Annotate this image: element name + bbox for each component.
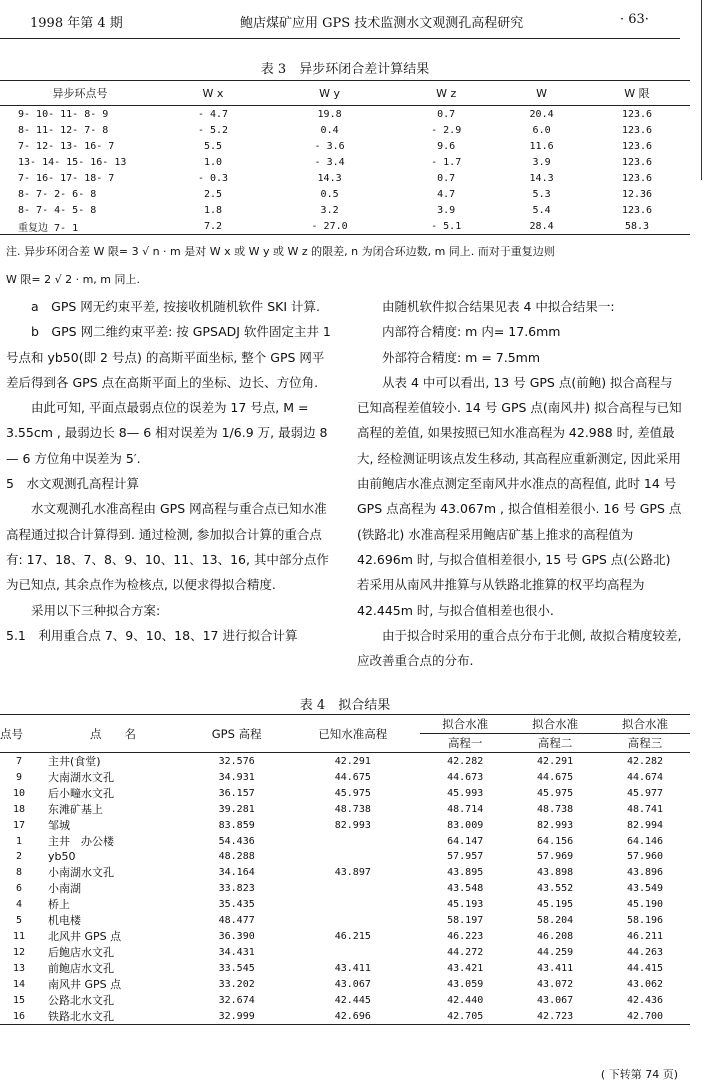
table4-cell: 64.147 [447, 835, 484, 847]
table4-row [0, 849, 690, 864]
page-number: · 63· [620, 12, 649, 27]
table4-cell: 33.545 [218, 962, 255, 974]
table4-col-header: GPS 高程 [188, 715, 285, 753]
table4-row [0, 960, 690, 976]
table4-col-header: 拟合水准 [442, 717, 489, 731]
table4-cell: 44.673 [447, 771, 484, 783]
table4-cell: 58.196 [626, 914, 664, 926]
table3-row [0, 218, 690, 235]
table4-cell: 主井(食堂) [48, 755, 101, 768]
table3-body [0, 106, 690, 235]
table3-row [0, 202, 690, 218]
table3-header-row [0, 81, 690, 106]
table4-cell: 82.993 [537, 819, 574, 831]
table4 [0, 714, 690, 1025]
table4-cell: 48.288 [218, 851, 255, 863]
table4-cell: 铁路北水文孔 [48, 1010, 114, 1024]
table4-cell: 44.415 [626, 962, 664, 974]
inner-precision: 内部符合精度: m 内= 17.6mm [382, 324, 561, 340]
table4-cell: 43.895 [447, 866, 484, 878]
table4-cell: 36.157 [218, 787, 255, 799]
table4-row [0, 928, 690, 944]
table4-cell: 主井 办公楼 [48, 835, 114, 848]
table4-cell: 42.445 [334, 994, 371, 1006]
table3-cell: 58.3 [624, 220, 650, 232]
table4-cell: 小南湖 [48, 882, 81, 896]
table4-cell: 48.738 [537, 803, 574, 815]
table3-row [0, 122, 690, 138]
table4-cell: 43.067 [334, 978, 371, 990]
table3-cell: - 27.0 [311, 220, 348, 232]
table4-cell: 35.435 [218, 898, 255, 910]
table3-cell: 3.9 [532, 156, 551, 168]
table4-cell: 15 [12, 994, 26, 1006]
table4-row [0, 912, 690, 928]
table4-cell: 45.993 [447, 787, 484, 799]
table4-cell: 33.202 [218, 978, 255, 990]
table4-cell: 57.969 [537, 851, 574, 863]
table3-row [0, 106, 690, 123]
table4-cell: 58.204 [537, 914, 574, 926]
table3-cell: 5.3 [532, 188, 551, 200]
table3-cell: 2.5 [203, 188, 223, 200]
table4-col-header: 高程二 [510, 734, 600, 753]
table4-cell: 32.576 [218, 755, 255, 767]
table4-cell [285, 849, 420, 864]
table3-cell: 1.0 [203, 156, 223, 168]
table4-row [0, 880, 690, 896]
page-edge-mark [701, 0, 718, 180]
table4-col-header: 已知水准高程 [285, 715, 420, 753]
table4-cell: 4 [15, 898, 23, 910]
left-column [6, 294, 331, 648]
table4-col-header: 拟合水准 [532, 717, 579, 731]
table3-row [0, 154, 690, 170]
table4-cell: 39.281 [218, 803, 255, 815]
table4-cell: 32.674 [218, 994, 255, 1006]
table4-cell: yb50 [48, 850, 76, 864]
table4-row [0, 864, 690, 880]
table4-body [0, 753, 690, 1025]
table3-cell: 6.0 [532, 124, 551, 136]
table4-cell: 82.993 [334, 819, 371, 831]
table3-row [0, 170, 690, 186]
table4-cell: 44.674 [626, 771, 664, 783]
table3-cell: - 2.9 [431, 124, 462, 136]
table4-row [0, 976, 690, 992]
table4-cell: 10 [12, 787, 26, 799]
table3-col-header: 异步环点号 [52, 87, 108, 100]
table4-cell: 83.859 [218, 819, 255, 831]
table4-cell: 82.994 [626, 819, 664, 831]
table4-cell: 43.897 [334, 866, 371, 878]
table4-cell: 34.931 [218, 771, 255, 783]
table3-cell: 7.2 [203, 220, 223, 232]
table4-cell: 45.190 [626, 898, 664, 910]
table3-cell: 19.8 [317, 108, 342, 120]
table3-cell: 123.6 [621, 108, 653, 120]
table3-cell: 123.6 [621, 140, 653, 152]
table3-cell: 8- 7- 4- 5- 8 [18, 204, 97, 216]
table4-cell: 48.714 [447, 803, 484, 815]
paragraph: b GPS 网二维约束平差: 按 GPSADJ 软件固定主井 1 号点和 yb50(即 2 号点) 的高斯平面坐标, 整个 GPS 网平差后得到各 GPS 点在高斯平面上的坐标、边长、方位角. [6, 324, 331, 390]
table4-cell: 45.193 [447, 898, 484, 910]
table3-cell: 5.5 [203, 140, 223, 152]
table4-cell: 11 [12, 930, 26, 942]
table4-cell: 43.062 [626, 978, 664, 990]
table4-cell [285, 833, 420, 849]
table4-cell: 42.291 [537, 755, 574, 767]
table4-row [0, 753, 690, 770]
table3-col-header: W [536, 86, 548, 100]
table3-cell: 4.7 [437, 188, 456, 200]
table3-cell: 0.5 [320, 188, 339, 200]
table4-cell: 46.211 [626, 930, 664, 942]
continued-note: ( 下转第 74 页) [600, 1068, 678, 1081]
table3-cell: 123.6 [621, 204, 653, 216]
table3-col-header: W z [436, 86, 457, 100]
table4-cell: 43.549 [626, 882, 664, 894]
table4-cell: 34.164 [218, 866, 255, 878]
table3-cell: - 1.7 [431, 156, 462, 168]
table4-row [0, 833, 690, 849]
table3-row [0, 138, 690, 154]
table4-cell: 桥上 [48, 898, 70, 912]
table3-row [0, 186, 690, 202]
table4-cell: 42.291 [334, 755, 371, 767]
table4-cell: 57.960 [626, 851, 664, 863]
table4-cell: 33.823 [218, 882, 255, 894]
table4-cell: 44.272 [447, 946, 484, 958]
table4-cell: 42.696 [334, 1010, 371, 1022]
table4-cell: 54.436 [218, 835, 255, 847]
table4-cell: 43.548 [447, 882, 484, 894]
table4-cell: 12 [12, 946, 26, 958]
header-rule [0, 38, 680, 39]
table4-cell: 机电楼 [48, 914, 81, 928]
table4-col-header: 高程一 [420, 734, 510, 753]
table3-cell: 14.3 [529, 172, 554, 184]
table4-cell: 34.431 [218, 946, 255, 958]
table4-cell: 43.072 [537, 978, 574, 990]
table4-cell: 2 [15, 851, 23, 863]
table4-cell: 43.411 [334, 962, 371, 974]
table4-cell [285, 912, 420, 928]
table4-cell: 46.208 [537, 930, 574, 942]
table3-cell: - 3.6 [314, 140, 345, 152]
running-header-left: 1998 年第 4 期 [30, 16, 123, 31]
table3-cell: - 3.4 [314, 156, 345, 168]
table4-cell: 58.197 [447, 914, 484, 926]
table4-cell: 18 [12, 803, 26, 815]
table3-cell: 123.6 [621, 156, 653, 168]
table4-cell [285, 944, 420, 960]
table4-cell: 1 [15, 835, 23, 847]
outer-precision: 外部符合精度: m = 7.5mm [382, 349, 541, 365]
table4-cell: 43.411 [537, 962, 574, 974]
table4-row [0, 992, 690, 1008]
paragraph: 由于拟合时采用的重合点分布于北侧, 故拟合精度较差, 应改善重合点的分布. [357, 627, 682, 669]
table3-cell: 7- 12- 13- 16- 7 [18, 140, 115, 152]
paragraph: 由此可知, 平面点最弱点位的误差为 17 号点, M = 3.55cm , 最弱边长 8— 6 相对误差为 1/6.9 万, 最弱边 8— 6 方位角中误差为 5′. [6, 400, 328, 466]
table3-cell: - 0.3 [197, 172, 229, 184]
table4-col-header: 拟合水准 [622, 717, 669, 731]
paragraph: a GPS 网无约束平差, 按接收机随机软件 SKI 计算. [31, 299, 320, 314]
table4-cell: 小南湖水文孔 [48, 866, 114, 880]
table4-col-header: 点 名 [38, 715, 188, 753]
table3-cell: 123.6 [621, 124, 653, 136]
table4-cell: 17 [12, 819, 26, 831]
table4-cell: 44.263 [626, 946, 664, 958]
table4-cell: 32.999 [218, 1010, 255, 1022]
table4-cell: 43.067 [537, 994, 574, 1006]
table3-col-header: W x [202, 86, 224, 100]
table4-cell: 邹城 [48, 819, 70, 832]
table3-col-header: W 限 [624, 87, 650, 100]
table3-note-line2: W 限= 2 √ 2 · m, m 同上. [6, 273, 140, 286]
right-column [357, 294, 682, 673]
paragraph: 由随机软件拟合结果见表 4 中拟合结果一: [382, 299, 615, 314]
table4-cell: 5 [15, 914, 23, 926]
table4-cell: 83.009 [447, 819, 484, 831]
table3-cell: 11.6 [529, 140, 554, 152]
table4-col-header: 高程三 [600, 734, 690, 753]
table3-cell: 13- 14- 15- 16- 13 [18, 156, 127, 168]
table3-cell: - 5.2 [197, 124, 229, 136]
table4-caption: 表 4 拟合结果 [299, 698, 391, 713]
table4-cell: 后鲍店水文孔 [48, 946, 114, 960]
table4-cell: 大南湖水文孔 [48, 771, 114, 784]
table4-cell: 公路北水文孔 [48, 994, 114, 1008]
table3-cell: - 5.1 [431, 220, 462, 232]
table4-cell: 42.436 [626, 994, 664, 1006]
subsection-heading: 5.1 利用重合点 7、9、10、18、17 进行拟合计算 [6, 627, 298, 643]
table3-cell: 28.4 [529, 220, 554, 232]
table4-cell: 44.675 [537, 771, 574, 783]
table4-cell: 9 [15, 771, 23, 783]
table4-cell: 42.440 [447, 994, 484, 1006]
table4-cell [285, 896, 420, 912]
table4-cell: 43.552 [537, 882, 574, 894]
table4-row [0, 1008, 690, 1025]
table3-caption: 表 3 异步环闭合差计算结果 [260, 62, 430, 77]
table4-row [0, 944, 690, 960]
table4-cell: 42.705 [447, 1010, 484, 1022]
table3-cell: 1.8 [203, 204, 223, 216]
table3-note-line1: 注. 异步环闭合差 W 限= 3 √ n · m 是对 W x 或 W y 或 W z 的限差, n 为闭合环边数, m 同上. 而对于重复边则 [6, 245, 555, 258]
table4-row [0, 801, 690, 817]
table4-cell: 46.223 [447, 930, 484, 942]
table4-cell: 45.975 [334, 787, 371, 799]
table4-cell: 42.282 [447, 755, 484, 767]
table4-cell: 57.957 [447, 851, 484, 863]
table4-cell: 48.741 [626, 803, 664, 815]
paragraph: 从表 4 中可以看出, 13 号 GPS 点(前鲍) 拟合高程与已知高程差值较小. 14 号 GPS 点(南风井) 拟合高程与已知高程的差值, 如果按照已知水准高程为 42.988 时, 差值最大, 经检测证明该点发生移动, 其高程应重新测定, 因此采用由前鲍店水准点测定至南风井水准点的高程值, 此时 14 号 GPS 点高程为 43.067m , 拟合值相差很小. 16 号 GPS 点(铁路北) 水准高程采用鲍店矿基上推求的高程值为 42.696m 时, 与拟合值相差很小, 15 号 GPS 点(公路北) 若采用从南风井推算与从铁路北推算的权平均高程为 42.445m 时, 与拟合值相差也很小. [357, 374, 682, 618]
table4-cell: 48.738 [334, 803, 371, 815]
table4-cell: 43.896 [626, 866, 664, 878]
table4-cell: 13 [12, 962, 26, 974]
table4-cell [285, 880, 420, 896]
table3-cell: 0.7 [437, 108, 456, 120]
table4-row [0, 896, 690, 912]
table4-cell: 64.156 [537, 835, 574, 847]
table3-cell: 20.4 [529, 108, 554, 120]
table4-cell: 44.259 [537, 946, 574, 958]
table3-cell: 0.7 [437, 172, 456, 184]
table4-cell: 北风井 GPS 点 [48, 930, 122, 944]
table3-cell: 8- 11- 12- 7- 8 [18, 124, 109, 136]
table3-cell: 3.2 [320, 204, 339, 216]
table3-cell: 5.4 [532, 204, 551, 216]
table3-cell: 8- 7- 2- 6- 8 [18, 188, 97, 200]
table4-cell: 后小疃水文孔 [48, 787, 114, 800]
table3-cell: - 4.7 [197, 108, 229, 120]
table4-cell: 南风井 GPS 点 [48, 978, 122, 992]
table3-cell: 123.6 [621, 172, 653, 184]
table3-cell: 14.3 [317, 172, 342, 184]
table4-cell: 48.477 [218, 914, 255, 926]
table4-cell: 42.700 [626, 1010, 664, 1022]
table3-cell: 0.4 [320, 124, 339, 136]
table4-cell: 东滩矿基上 [48, 803, 103, 816]
table3-cell: 重复边 7- 1 [18, 222, 79, 234]
table4-cell: 14 [12, 978, 26, 990]
table4-cell: 42.282 [626, 755, 664, 767]
table4-cell: 42.723 [537, 1010, 574, 1022]
table3-cell: 9.6 [437, 140, 456, 152]
table4-row [0, 817, 690, 833]
table4-cell: 45.975 [537, 787, 574, 799]
table4-row [0, 785, 690, 801]
paragraph: 水文观测孔水准高程由 GPS 网高程与重合点已知水准高程通过拟合计算得到. 通过检测, 参加拟合计算的重合点有: 17、18、7、8、9、10、11、13、16, 其中部分点作为已知点, 其余点作为检核点, 以便求得拟合精度. [6, 501, 329, 593]
table4-cell: 36.390 [218, 930, 255, 942]
table4-header-row-1 [0, 715, 690, 734]
table3-cell: 3.9 [437, 204, 456, 216]
table4-cell: 43.898 [537, 866, 574, 878]
table4-col-header: 点号 [0, 715, 38, 753]
table4-cell: 43.059 [447, 978, 484, 990]
table4-cell: 8 [15, 866, 23, 878]
table3-cell: 7- 16- 17- 18- 7 [18, 172, 115, 184]
table4-cell: 7 [15, 755, 23, 767]
table4-cell: 44.675 [334, 771, 371, 783]
table4-cell: 46.215 [334, 930, 371, 942]
table4-row [0, 769, 690, 785]
section-heading: 5 水文观测孔高程计算 [6, 476, 139, 492]
running-header-title: 鲍店煤矿应用 GPS 技术监测水文观测孔高程研究 [240, 16, 524, 31]
paragraph: 采用以下三种拟合方案: [31, 602, 161, 618]
table4-cell: 16 [12, 1010, 26, 1022]
table4-cell: 43.421 [447, 962, 484, 974]
table4-cell: 45.195 [537, 898, 574, 910]
table4-cell: 64.146 [626, 835, 664, 847]
table3-col-header: W y [319, 86, 341, 100]
table4-cell: 6 [15, 882, 23, 894]
table3-cell: 12.36 [621, 188, 653, 200]
table3-cell: 9- 10- 11- 8- 9 [18, 108, 109, 120]
table4-cell: 45.977 [626, 787, 664, 799]
table4-cell: 前鲍店水文孔 [48, 962, 114, 976]
table3 [0, 80, 690, 235]
